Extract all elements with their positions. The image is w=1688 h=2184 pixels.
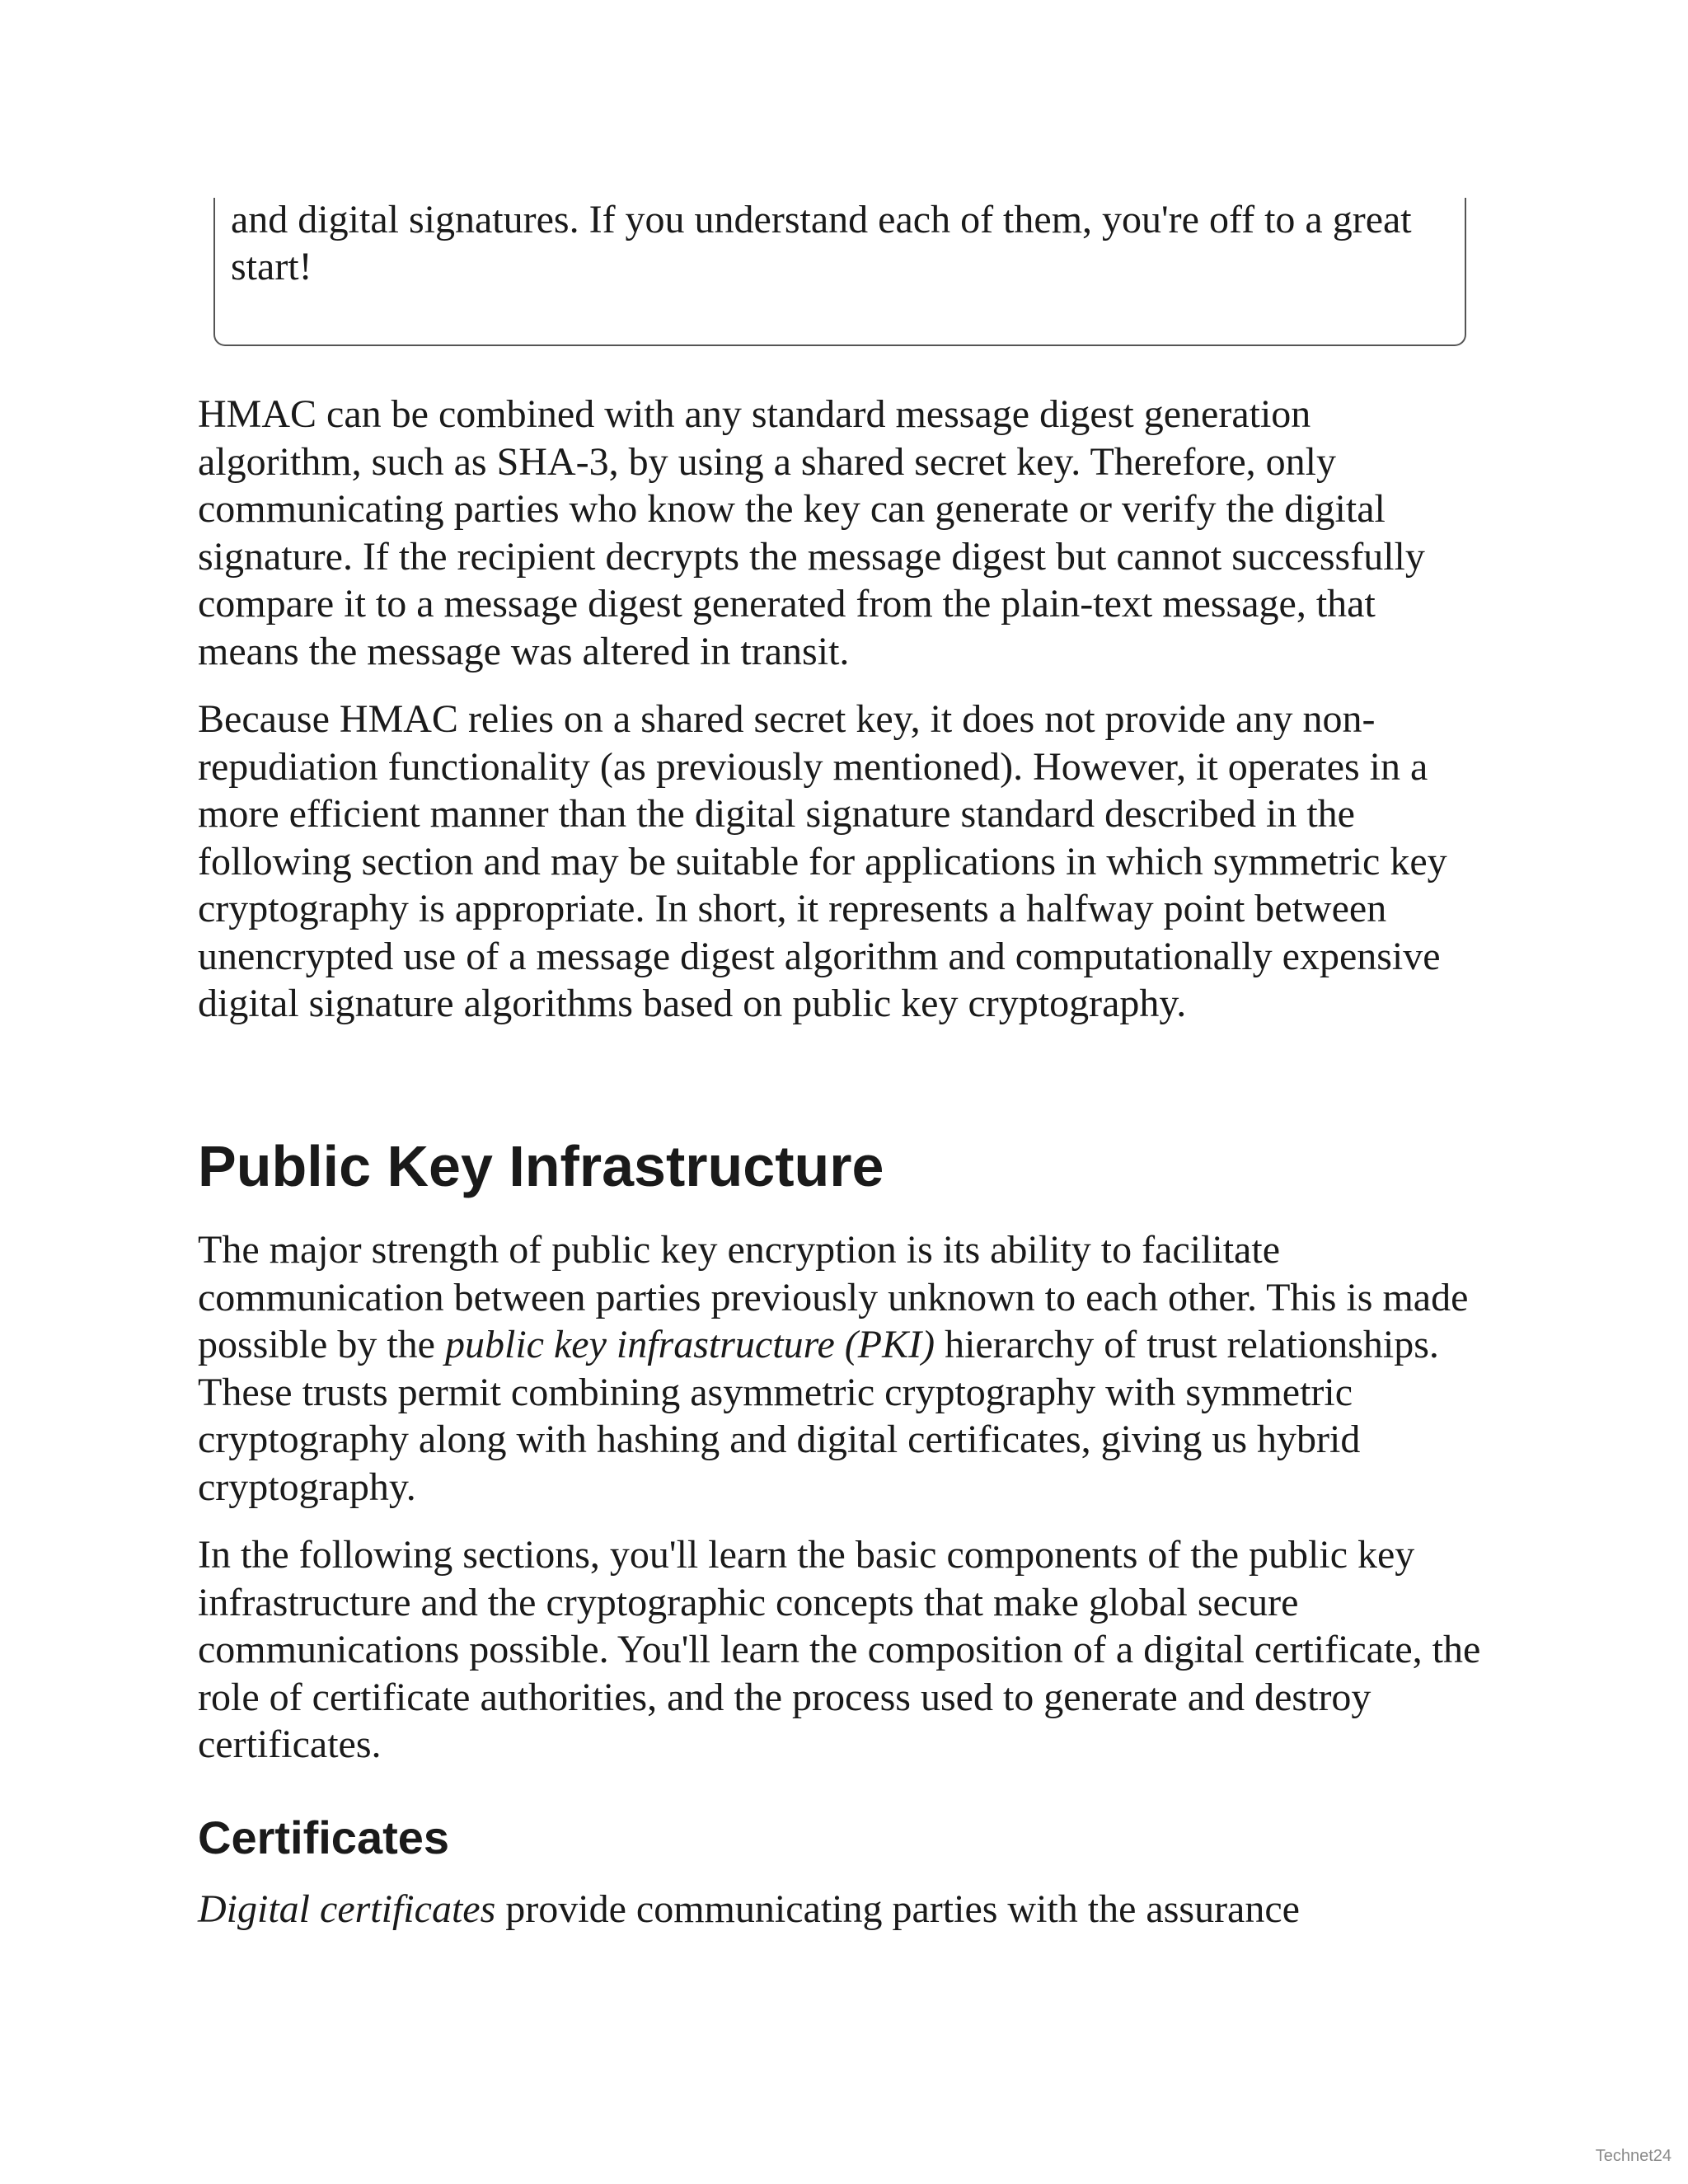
pki-paragraph-1-after: hierarchy of trust relationships. These trusts permit combining asymmetric cryptography with symmetric cryptography along with hashing and digital certificates, giving us hybrid cryptography. — [198, 1323, 1439, 1509]
section-heading-pki: Public Key Infrastructure — [198, 1134, 884, 1198]
subsection-heading-certificates: Certificates — [198, 1811, 450, 1863]
certificates-paragraph-1 — [198, 1886, 1484, 1933]
pki-term-emphasis: public key infrastructure (PKI) — [444, 1323, 935, 1366]
hmac-paragraph-1: HMAC can be combined with any standard message digest generation algorithm, such as SHA-3, by using a shared secret key. Therefore, only communicating parties who know the key can generate or verify the digital signature. If the recipient decrypts the message digest but cannot successfully compare it to a message digest generated from the plain-text message, that means the message was altered in transit. — [198, 392, 1425, 673]
certificates-term-emphasis: Digital certificates — [198, 1887, 496, 1931]
pki-paragraph-2: In the following sections, you'll learn the basic components of the public key infrastructure and the cryptographic concepts that make global secure communications possible. You'll learn the composition of a digital certificate, the role of certificate authorities, and the process used to generate and destroy certificates. — [198, 1533, 1481, 1766]
pki-paragraph-1 — [198, 1226, 1484, 1511]
note-text: and digital signatures. If you understand each of them, you're off to a great start! — [231, 198, 1412, 288]
pki-paragraph-1-before: The major strength of public key encryption is its ability to facilitate communication between parties previously unknown to each other. This is made possible by the — [198, 1228, 1469, 1366]
hmac-paragraph-2: Because HMAC relies on a shared secret key, it does not provide any non-repudiation functionality (as previously mentioned). However, it operates in a more efficient manner than the digital signature standard described in the following section and may be suitable for applications in which symmetric key cryptography is appropriate. In short, it represents a halfway point between unencrypted use of a message digest algorithm and computationally expensive digital signature algorithms based on public key cryptography. — [198, 697, 1447, 1025]
certificates-paragraph-1-after: provide communicating parties with the assurance — [495, 1887, 1300, 1931]
watermark: Technet24 — [1595, 2147, 1672, 2165]
